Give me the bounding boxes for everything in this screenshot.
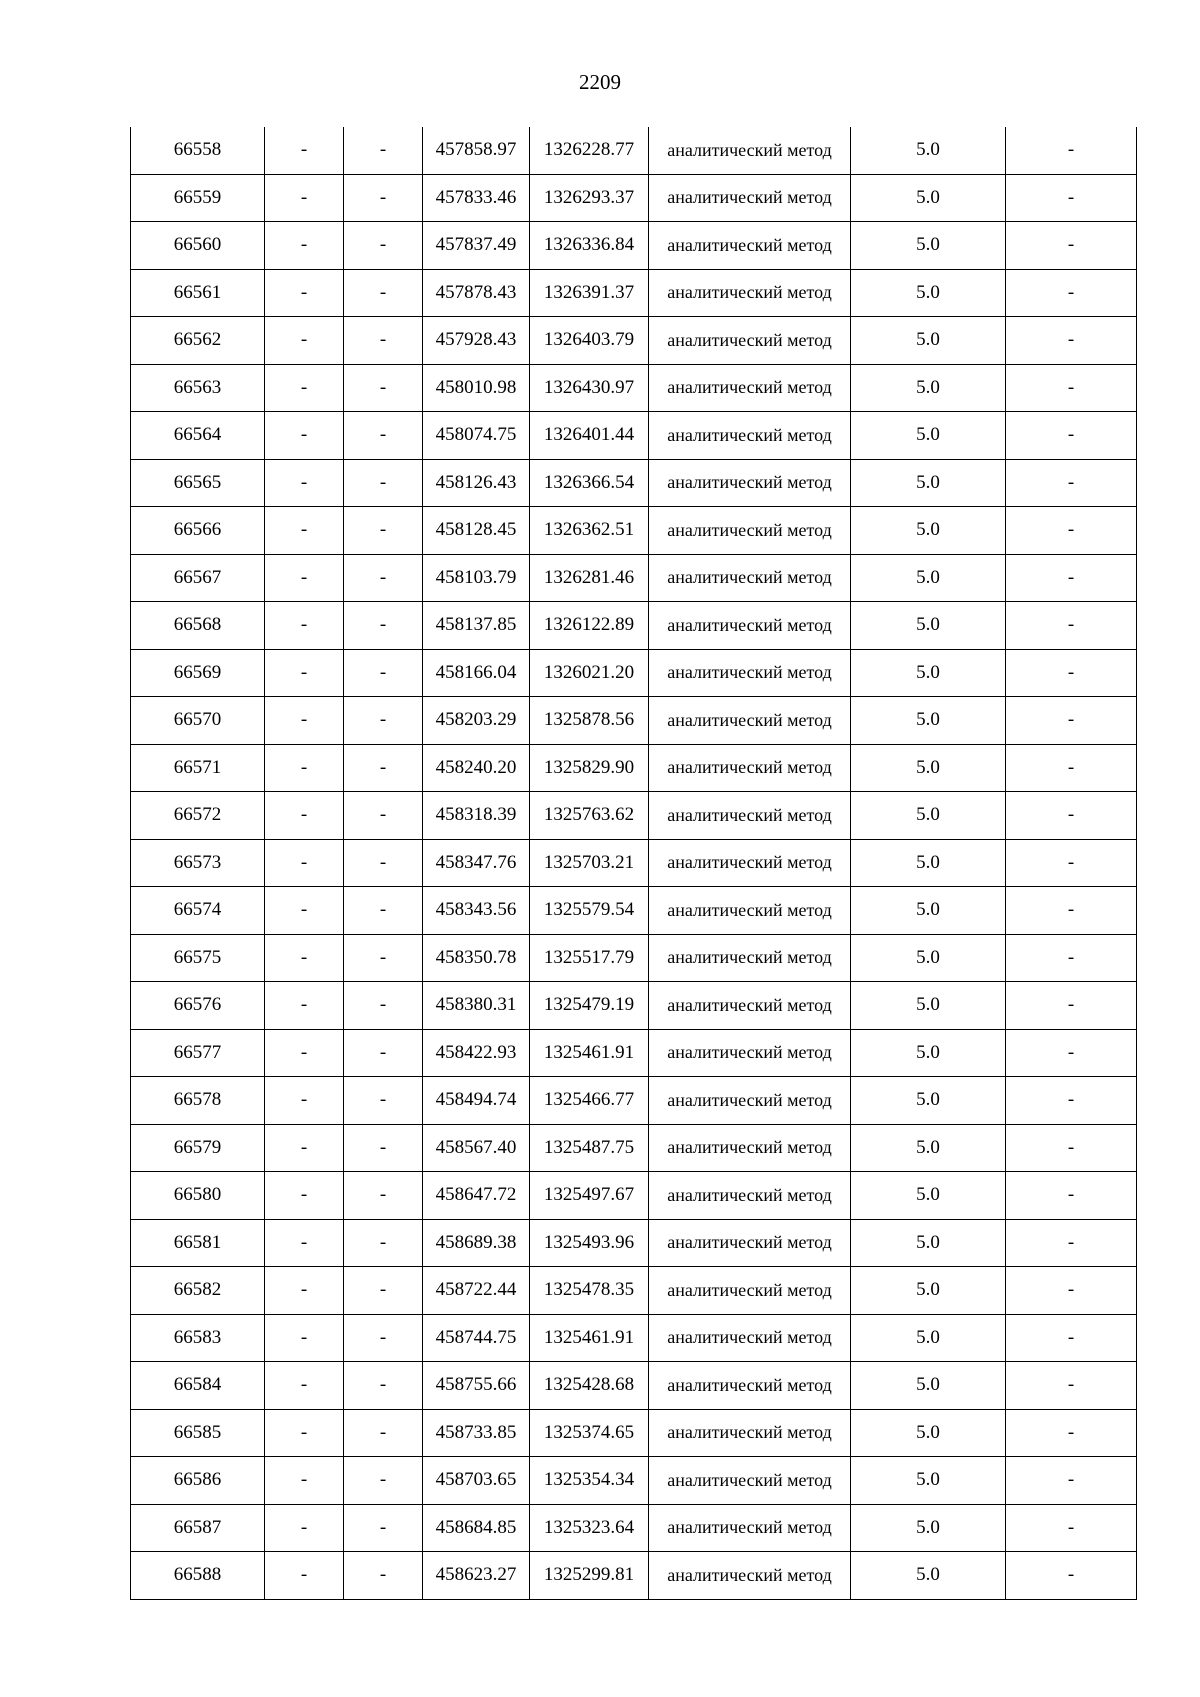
empty-marker-cell: - bbox=[344, 1362, 423, 1410]
point-number-cell: 66588 bbox=[131, 1552, 265, 1600]
empty-marker-cell: - bbox=[344, 1267, 423, 1315]
note-cell: - bbox=[1006, 839, 1137, 887]
method-cell: аналитический метод bbox=[649, 839, 851, 887]
table-row bbox=[131, 602, 1137, 650]
note-cell: - bbox=[1006, 649, 1137, 697]
point-number-cell: 66566 bbox=[131, 507, 265, 555]
table-row bbox=[131, 1124, 1137, 1172]
empty-marker-cell: - bbox=[344, 1409, 423, 1457]
table-row bbox=[131, 127, 1137, 174]
y-coordinate-cell: 1326293.37 bbox=[530, 174, 649, 222]
x-coordinate-cell: 458733.85 bbox=[423, 1409, 530, 1457]
empty-marker-cell: - bbox=[265, 127, 344, 174]
empty-marker-cell: - bbox=[265, 222, 344, 270]
empty-marker-cell: - bbox=[344, 649, 423, 697]
table-row bbox=[131, 174, 1137, 222]
empty-marker-cell: - bbox=[344, 1457, 423, 1505]
x-coordinate-cell: 458137.85 bbox=[423, 602, 530, 650]
y-coordinate-cell: 1326122.89 bbox=[530, 602, 649, 650]
point-number-cell: 66574 bbox=[131, 887, 265, 935]
table-row bbox=[131, 839, 1137, 887]
x-coordinate-cell: 457858.97 bbox=[423, 127, 530, 174]
x-coordinate-cell: 458684.85 bbox=[423, 1504, 530, 1552]
table-row bbox=[131, 222, 1137, 270]
x-coordinate-cell: 458744.75 bbox=[423, 1314, 530, 1362]
table-row bbox=[131, 1409, 1137, 1457]
empty-marker-cell: - bbox=[265, 887, 344, 935]
empty-marker-cell: - bbox=[344, 554, 423, 602]
method-cell: аналитический метод bbox=[649, 697, 851, 745]
empty-marker-cell: - bbox=[265, 1314, 344, 1362]
precision-cell: 5.0 bbox=[851, 317, 1006, 365]
precision-cell: 5.0 bbox=[851, 839, 1006, 887]
note-cell: - bbox=[1006, 1172, 1137, 1220]
note-cell: - bbox=[1006, 317, 1137, 365]
x-coordinate-cell: 457878.43 bbox=[423, 269, 530, 317]
empty-marker-cell: - bbox=[265, 1267, 344, 1315]
x-coordinate-cell: 458318.39 bbox=[423, 792, 530, 840]
precision-cell: 5.0 bbox=[851, 1172, 1006, 1220]
x-coordinate-cell: 458347.76 bbox=[423, 839, 530, 887]
point-number-cell: 66558 bbox=[131, 127, 265, 174]
note-cell: - bbox=[1006, 1267, 1137, 1315]
point-number-cell: 66560 bbox=[131, 222, 265, 270]
method-cell: аналитический метод bbox=[649, 127, 851, 174]
table-row bbox=[131, 1362, 1137, 1410]
x-coordinate-cell: 458240.20 bbox=[423, 744, 530, 792]
precision-cell: 5.0 bbox=[851, 1362, 1006, 1410]
method-cell: аналитический метод bbox=[649, 507, 851, 555]
empty-marker-cell: - bbox=[265, 1029, 344, 1077]
note-cell: - bbox=[1006, 744, 1137, 792]
precision-cell: 5.0 bbox=[851, 1219, 1006, 1267]
empty-marker-cell: - bbox=[344, 887, 423, 935]
empty-marker-cell: - bbox=[344, 1314, 423, 1362]
method-cell: аналитический метод bbox=[649, 934, 851, 982]
table-row bbox=[131, 1029, 1137, 1077]
y-coordinate-cell: 1325878.56 bbox=[530, 697, 649, 745]
empty-marker-cell: - bbox=[344, 1029, 423, 1077]
empty-marker-cell: - bbox=[265, 1219, 344, 1267]
point-number-cell: 66568 bbox=[131, 602, 265, 650]
note-cell: - bbox=[1006, 1219, 1137, 1267]
precision-cell: 5.0 bbox=[851, 1409, 1006, 1457]
method-cell: аналитический метод bbox=[649, 792, 851, 840]
table-row bbox=[131, 1457, 1137, 1505]
y-coordinate-cell: 1325299.81 bbox=[530, 1552, 649, 1600]
empty-marker-cell: - bbox=[344, 1219, 423, 1267]
empty-marker-cell: - bbox=[265, 269, 344, 317]
table-row bbox=[131, 1314, 1137, 1362]
precision-cell: 5.0 bbox=[851, 412, 1006, 460]
y-coordinate-cell: 1325829.90 bbox=[530, 744, 649, 792]
precision-cell: 5.0 bbox=[851, 1504, 1006, 1552]
point-number-cell: 66571 bbox=[131, 744, 265, 792]
empty-marker-cell: - bbox=[265, 649, 344, 697]
table-row bbox=[131, 554, 1137, 602]
method-cell: аналитический метод bbox=[649, 317, 851, 365]
precision-cell: 5.0 bbox=[851, 1029, 1006, 1077]
coordinates-table bbox=[130, 127, 1137, 1600]
method-cell: аналитический метод bbox=[649, 744, 851, 792]
x-coordinate-cell: 457837.49 bbox=[423, 222, 530, 270]
y-coordinate-cell: 1325517.79 bbox=[530, 934, 649, 982]
empty-marker-cell: - bbox=[344, 602, 423, 650]
x-coordinate-cell: 458380.31 bbox=[423, 982, 530, 1030]
precision-cell: 5.0 bbox=[851, 887, 1006, 935]
x-coordinate-cell: 458755.66 bbox=[423, 1362, 530, 1410]
method-cell: аналитический метод bbox=[649, 1362, 851, 1410]
point-number-cell: 66570 bbox=[131, 697, 265, 745]
empty-marker-cell: - bbox=[265, 934, 344, 982]
empty-marker-cell: - bbox=[265, 1552, 344, 1600]
table-row bbox=[131, 1267, 1137, 1315]
y-coordinate-cell: 1325493.96 bbox=[530, 1219, 649, 1267]
point-number-cell: 66582 bbox=[131, 1267, 265, 1315]
x-coordinate-cell: 458128.45 bbox=[423, 507, 530, 555]
precision-cell: 5.0 bbox=[851, 459, 1006, 507]
y-coordinate-cell: 1326430.97 bbox=[530, 364, 649, 412]
note-cell: - bbox=[1006, 127, 1137, 174]
method-cell: аналитический метод bbox=[649, 174, 851, 222]
note-cell: - bbox=[1006, 1504, 1137, 1552]
empty-marker-cell: - bbox=[265, 459, 344, 507]
note-cell: - bbox=[1006, 1077, 1137, 1125]
x-coordinate-cell: 458422.93 bbox=[423, 1029, 530, 1077]
x-coordinate-cell: 458343.56 bbox=[423, 887, 530, 935]
precision-cell: 5.0 bbox=[851, 269, 1006, 317]
precision-cell: 5.0 bbox=[851, 364, 1006, 412]
method-cell: аналитический метод bbox=[649, 649, 851, 697]
method-cell: аналитический метод bbox=[649, 1552, 851, 1600]
point-number-cell: 66575 bbox=[131, 934, 265, 982]
y-coordinate-cell: 1326336.84 bbox=[530, 222, 649, 270]
point-number-cell: 66565 bbox=[131, 459, 265, 507]
empty-marker-cell: - bbox=[265, 1077, 344, 1125]
y-coordinate-cell: 1326391.37 bbox=[530, 269, 649, 317]
empty-marker-cell: - bbox=[344, 792, 423, 840]
point-number-cell: 66577 bbox=[131, 1029, 265, 1077]
y-coordinate-cell: 1325703.21 bbox=[530, 839, 649, 887]
empty-marker-cell: - bbox=[344, 127, 423, 174]
method-cell: аналитический метод bbox=[649, 1219, 851, 1267]
table-row bbox=[131, 317, 1137, 365]
empty-marker-cell: - bbox=[344, 839, 423, 887]
method-cell: аналитический метод bbox=[649, 1457, 851, 1505]
x-coordinate-cell: 458703.65 bbox=[423, 1457, 530, 1505]
empty-marker-cell: - bbox=[344, 744, 423, 792]
x-coordinate-cell: 457928.43 bbox=[423, 317, 530, 365]
empty-marker-cell: - bbox=[265, 1362, 344, 1410]
empty-marker-cell: - bbox=[344, 1124, 423, 1172]
note-cell: - bbox=[1006, 934, 1137, 982]
table-row bbox=[131, 792, 1137, 840]
note-cell: - bbox=[1006, 982, 1137, 1030]
note-cell: - bbox=[1006, 1362, 1137, 1410]
precision-cell: 5.0 bbox=[851, 1077, 1006, 1125]
note-cell: - bbox=[1006, 697, 1137, 745]
y-coordinate-cell: 1326362.51 bbox=[530, 507, 649, 555]
precision-cell: 5.0 bbox=[851, 507, 1006, 555]
empty-marker-cell: - bbox=[344, 982, 423, 1030]
point-number-cell: 66581 bbox=[131, 1219, 265, 1267]
empty-marker-cell: - bbox=[265, 1172, 344, 1220]
point-number-cell: 66576 bbox=[131, 982, 265, 1030]
empty-marker-cell: - bbox=[265, 744, 344, 792]
point-number-cell: 66563 bbox=[131, 364, 265, 412]
point-number-cell: 66559 bbox=[131, 174, 265, 222]
empty-marker-cell: - bbox=[265, 839, 344, 887]
empty-marker-cell: - bbox=[265, 1409, 344, 1457]
point-number-cell: 66569 bbox=[131, 649, 265, 697]
y-coordinate-cell: 1325461.91 bbox=[530, 1314, 649, 1362]
table-row bbox=[131, 412, 1137, 460]
method-cell: аналитический метод bbox=[649, 269, 851, 317]
note-cell: - bbox=[1006, 412, 1137, 460]
empty-marker-cell: - bbox=[344, 174, 423, 222]
table-row bbox=[131, 887, 1137, 935]
empty-marker-cell: - bbox=[265, 317, 344, 365]
table-body bbox=[131, 127, 1137, 1599]
y-coordinate-cell: 1325461.91 bbox=[530, 1029, 649, 1077]
method-cell: аналитический метод bbox=[649, 1504, 851, 1552]
table-row bbox=[131, 982, 1137, 1030]
x-coordinate-cell: 458350.78 bbox=[423, 934, 530, 982]
x-coordinate-cell: 458166.04 bbox=[423, 649, 530, 697]
y-coordinate-cell: 1325354.34 bbox=[530, 1457, 649, 1505]
note-cell: - bbox=[1006, 174, 1137, 222]
table-row bbox=[131, 744, 1137, 792]
point-number-cell: 66573 bbox=[131, 839, 265, 887]
point-number-cell: 66572 bbox=[131, 792, 265, 840]
precision-cell: 5.0 bbox=[851, 222, 1006, 270]
empty-marker-cell: - bbox=[344, 459, 423, 507]
table-row bbox=[131, 1552, 1137, 1600]
y-coordinate-cell: 1325479.19 bbox=[530, 982, 649, 1030]
note-cell: - bbox=[1006, 1457, 1137, 1505]
precision-cell: 5.0 bbox=[851, 744, 1006, 792]
method-cell: аналитический метод bbox=[649, 412, 851, 460]
empty-marker-cell: - bbox=[265, 364, 344, 412]
x-coordinate-cell: 457833.46 bbox=[423, 174, 530, 222]
empty-marker-cell: - bbox=[265, 174, 344, 222]
note-cell: - bbox=[1006, 554, 1137, 602]
point-number-cell: 66564 bbox=[131, 412, 265, 460]
table-row bbox=[131, 934, 1137, 982]
y-coordinate-cell: 1325497.67 bbox=[530, 1172, 649, 1220]
empty-marker-cell: - bbox=[265, 697, 344, 745]
x-coordinate-cell: 458647.72 bbox=[423, 1172, 530, 1220]
x-coordinate-cell: 458494.74 bbox=[423, 1077, 530, 1125]
x-coordinate-cell: 458203.29 bbox=[423, 697, 530, 745]
empty-marker-cell: - bbox=[265, 792, 344, 840]
y-coordinate-cell: 1325579.54 bbox=[530, 887, 649, 935]
empty-marker-cell: - bbox=[265, 602, 344, 650]
empty-marker-cell: - bbox=[344, 697, 423, 745]
y-coordinate-cell: 1326228.77 bbox=[530, 127, 649, 174]
point-number-cell: 66583 bbox=[131, 1314, 265, 1362]
empty-marker-cell: - bbox=[265, 554, 344, 602]
precision-cell: 5.0 bbox=[851, 792, 1006, 840]
point-number-cell: 66586 bbox=[131, 1457, 265, 1505]
point-number-cell: 66567 bbox=[131, 554, 265, 602]
y-coordinate-cell: 1326403.79 bbox=[530, 317, 649, 365]
note-cell: - bbox=[1006, 1124, 1137, 1172]
x-coordinate-cell: 458074.75 bbox=[423, 412, 530, 460]
x-coordinate-cell: 458623.27 bbox=[423, 1552, 530, 1600]
empty-marker-cell: - bbox=[344, 222, 423, 270]
method-cell: аналитический метод bbox=[649, 1409, 851, 1457]
empty-marker-cell: - bbox=[265, 982, 344, 1030]
point-number-cell: 66562 bbox=[131, 317, 265, 365]
table-row bbox=[131, 1077, 1137, 1125]
empty-marker-cell: - bbox=[344, 934, 423, 982]
note-cell: - bbox=[1006, 1314, 1137, 1362]
method-cell: аналитический метод bbox=[649, 1124, 851, 1172]
y-coordinate-cell: 1325466.77 bbox=[530, 1077, 649, 1125]
table-row bbox=[131, 1219, 1137, 1267]
precision-cell: 5.0 bbox=[851, 602, 1006, 650]
method-cell: аналитический метод bbox=[649, 364, 851, 412]
method-cell: аналитический метод bbox=[649, 222, 851, 270]
y-coordinate-cell: 1325323.64 bbox=[530, 1504, 649, 1552]
y-coordinate-cell: 1326401.44 bbox=[530, 412, 649, 460]
empty-marker-cell: - bbox=[265, 1504, 344, 1552]
note-cell: - bbox=[1006, 459, 1137, 507]
table-row bbox=[131, 269, 1137, 317]
precision-cell: 5.0 bbox=[851, 554, 1006, 602]
table-row bbox=[131, 364, 1137, 412]
y-coordinate-cell: 1326021.20 bbox=[530, 649, 649, 697]
note-cell: - bbox=[1006, 1409, 1137, 1457]
note-cell: - bbox=[1006, 269, 1137, 317]
x-coordinate-cell: 458689.38 bbox=[423, 1219, 530, 1267]
precision-cell: 5.0 bbox=[851, 127, 1006, 174]
x-coordinate-cell: 458126.43 bbox=[423, 459, 530, 507]
method-cell: аналитический метод bbox=[649, 1029, 851, 1077]
x-coordinate-cell: 458010.98 bbox=[423, 364, 530, 412]
note-cell: - bbox=[1006, 792, 1137, 840]
note-cell: - bbox=[1006, 1552, 1137, 1600]
y-coordinate-cell: 1325763.62 bbox=[530, 792, 649, 840]
empty-marker-cell: - bbox=[344, 1552, 423, 1600]
precision-cell: 5.0 bbox=[851, 1314, 1006, 1362]
y-coordinate-cell: 1326366.54 bbox=[530, 459, 649, 507]
empty-marker-cell: - bbox=[265, 507, 344, 555]
method-cell: аналитический метод bbox=[649, 887, 851, 935]
precision-cell: 5.0 bbox=[851, 1457, 1006, 1505]
note-cell: - bbox=[1006, 507, 1137, 555]
method-cell: аналитический метод bbox=[649, 554, 851, 602]
note-cell: - bbox=[1006, 887, 1137, 935]
empty-marker-cell: - bbox=[344, 269, 423, 317]
x-coordinate-cell: 458103.79 bbox=[423, 554, 530, 602]
table-row bbox=[131, 1172, 1137, 1220]
point-number-cell: 66578 bbox=[131, 1077, 265, 1125]
table-row bbox=[131, 459, 1137, 507]
precision-cell: 5.0 bbox=[851, 934, 1006, 982]
method-cell: аналитический метод bbox=[649, 459, 851, 507]
y-coordinate-cell: 1325428.68 bbox=[530, 1362, 649, 1410]
point-number-cell: 66580 bbox=[131, 1172, 265, 1220]
empty-marker-cell: - bbox=[265, 412, 344, 460]
page-number: 2209 bbox=[579, 70, 621, 94]
y-coordinate-cell: 1326281.46 bbox=[530, 554, 649, 602]
empty-marker-cell: - bbox=[344, 1504, 423, 1552]
note-cell: - bbox=[1006, 602, 1137, 650]
precision-cell: 5.0 bbox=[851, 1267, 1006, 1315]
empty-marker-cell: - bbox=[344, 1172, 423, 1220]
precision-cell: 5.0 bbox=[851, 1124, 1006, 1172]
point-number-cell: 66585 bbox=[131, 1409, 265, 1457]
y-coordinate-cell: 1325478.35 bbox=[530, 1267, 649, 1315]
empty-marker-cell: - bbox=[344, 364, 423, 412]
precision-cell: 5.0 bbox=[851, 649, 1006, 697]
empty-marker-cell: - bbox=[265, 1457, 344, 1505]
method-cell: аналитический метод bbox=[649, 1267, 851, 1315]
table-row bbox=[131, 507, 1137, 555]
precision-cell: 5.0 bbox=[851, 174, 1006, 222]
note-cell: - bbox=[1006, 1029, 1137, 1077]
precision-cell: 5.0 bbox=[851, 982, 1006, 1030]
method-cell: аналитический метод bbox=[649, 1077, 851, 1125]
empty-marker-cell: - bbox=[344, 317, 423, 365]
method-cell: аналитический метод bbox=[649, 1314, 851, 1362]
y-coordinate-cell: 1325487.75 bbox=[530, 1124, 649, 1172]
note-cell: - bbox=[1006, 222, 1137, 270]
empty-marker-cell: - bbox=[344, 507, 423, 555]
table-row bbox=[131, 697, 1137, 745]
precision-cell: 5.0 bbox=[851, 1552, 1006, 1600]
y-coordinate-cell: 1325374.65 bbox=[530, 1409, 649, 1457]
note-cell: - bbox=[1006, 364, 1137, 412]
method-cell: аналитический метод bbox=[649, 1172, 851, 1220]
empty-marker-cell: - bbox=[344, 412, 423, 460]
method-cell: аналитический метод bbox=[649, 982, 851, 1030]
table-row bbox=[131, 1504, 1137, 1552]
table-row bbox=[131, 649, 1137, 697]
x-coordinate-cell: 458722.44 bbox=[423, 1267, 530, 1315]
empty-marker-cell: - bbox=[265, 1124, 344, 1172]
point-number-cell: 66587 bbox=[131, 1504, 265, 1552]
precision-cell: 5.0 bbox=[851, 697, 1006, 745]
method-cell: аналитический метод bbox=[649, 602, 851, 650]
point-number-cell: 66561 bbox=[131, 269, 265, 317]
empty-marker-cell: - bbox=[344, 1077, 423, 1125]
point-number-cell: 66584 bbox=[131, 1362, 265, 1410]
point-number-cell: 66579 bbox=[131, 1124, 265, 1172]
x-coordinate-cell: 458567.40 bbox=[423, 1124, 530, 1172]
